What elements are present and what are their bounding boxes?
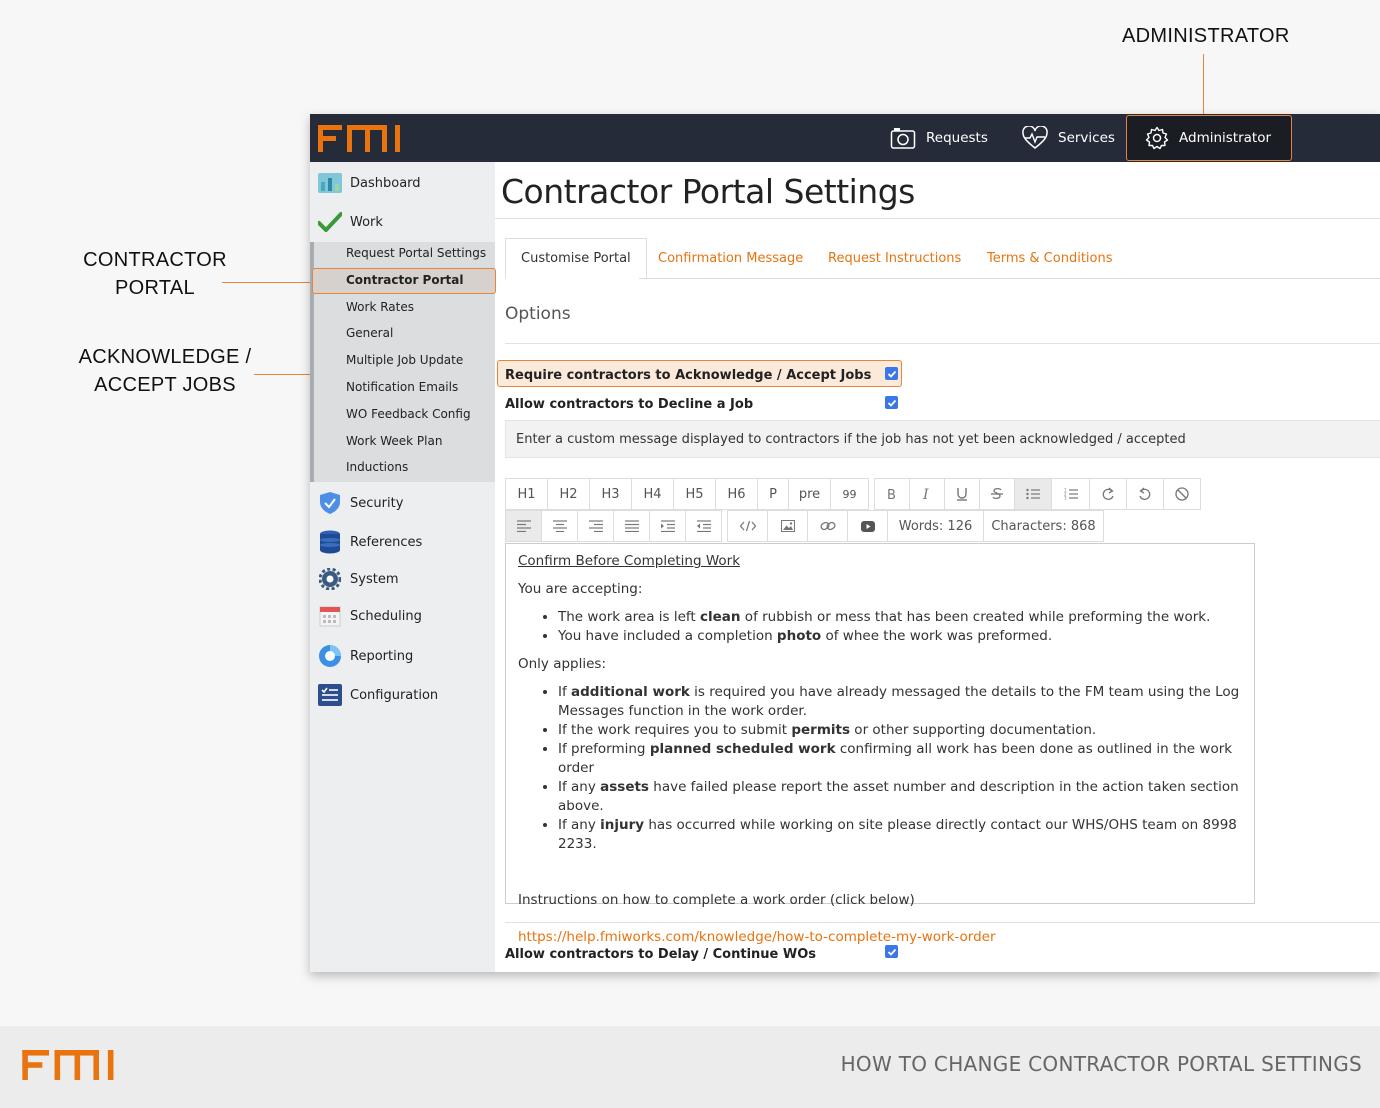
toolbar-pre-button[interactable]: pre [788, 478, 831, 510]
svg-text:2: 2 [1063, 491, 1067, 497]
editor-help-link[interactable]: https://help.fmiworks.com/knowledge/how-to-complete-my-work-order [518, 929, 996, 945]
callout-contractor-portal-line1: CONTRACTOR [83, 249, 227, 271]
sidebar-item-security-label: Security [350, 495, 404, 511]
ban-icon [1175, 487, 1189, 501]
strikethrough-icon [990, 487, 1004, 501]
submenu-general[interactable]: General [346, 326, 394, 340]
sidebar-item-configuration[interactable] [318, 683, 438, 707]
title-divider [495, 218, 1380, 219]
calendar-icon [319, 605, 341, 627]
toolbar-h6-button[interactable]: H6 [715, 478, 758, 510]
sidebar-item-reporting-label: Reporting [350, 648, 414, 664]
toolbar-redo-button[interactable] [1089, 478, 1127, 510]
gear-icon [1145, 126, 1169, 150]
toolbar-h5-button[interactable]: H5 [673, 478, 716, 510]
editor-accepting-text: You are accepting: [518, 581, 643, 597]
indent-icon [661, 520, 675, 532]
main-content [495, 162, 1380, 972]
svg-text:3: 3 [1063, 495, 1067, 500]
callout-acknowledge-line2: ACCEPT JOBS [94, 374, 236, 396]
toolbar-align-left-button[interactable] [505, 510, 542, 542]
toolbar-h2-button[interactable]: H2 [547, 478, 590, 510]
underline-icon [955, 487, 969, 501]
toolbar-numbered-list-button[interactable] [1051, 478, 1090, 510]
fmi-logo [318, 125, 402, 152]
callout-line-administrator [1203, 54, 1204, 115]
toolbar-align-center-button[interactable] [541, 510, 578, 542]
option-decline-label: Allow contractors to Decline a Job [505, 397, 754, 412]
camera-icon [890, 126, 916, 150]
callout-administrator: ADMINISTRATOR [1122, 25, 1290, 47]
check-icon [887, 369, 897, 379]
checklist-icon [318, 684, 342, 706]
toolbar-link-button[interactable] [807, 510, 848, 542]
options-divider [505, 343, 1380, 344]
tabs-divider [639, 278, 1380, 279]
sidebar [310, 162, 495, 972]
submenu-request-portal-settings[interactable]: Request Portal Settings [346, 246, 487, 260]
pie-chart-icon [318, 644, 342, 668]
sidebar-item-dashboard-label: Dashboard [350, 175, 421, 191]
options-heading: Options [505, 304, 571, 324]
callout-contractor-portal [60, 246, 250, 302]
nav-administrator[interactable] [1126, 115, 1292, 161]
list-item: • You have included a completion photo of whee the work was preformed. [558, 627, 1242, 646]
word-count: Words: 126 [887, 510, 984, 542]
toolbar-clear-format-button[interactable] [1163, 478, 1201, 510]
submenu-notification-emails[interactable]: Notification Emails [346, 380, 459, 394]
sidebar-item-configuration-label: Configuration [350, 687, 439, 703]
toolbar-bold-button[interactable] [874, 478, 910, 510]
checkmark-icon [318, 212, 342, 232]
sidebar-item-reporting[interactable] [318, 644, 413, 668]
align-right-icon [589, 520, 603, 532]
nav-requests-label: Requests [926, 130, 988, 146]
toolbar-video-button[interactable] [847, 510, 888, 542]
submenu-inductions[interactable]: Inductions [346, 460, 409, 474]
bullet-list-icon [1026, 488, 1040, 500]
sidebar-item-scheduling-label: Scheduling [350, 608, 422, 624]
tab-customise-portal[interactable]: Customise Portal [505, 238, 647, 279]
toolbar-code-button[interactable] [727, 510, 768, 542]
editor-heading: Confirm Before Completing Work [518, 553, 741, 569]
undo-icon [1138, 487, 1152, 501]
character-count: Characters: 868 [983, 510, 1104, 542]
align-left-icon [517, 520, 531, 532]
sidebar-item-system[interactable] [318, 567, 398, 591]
tab-confirmation-message[interactable]: Confirmation Message [658, 251, 804, 266]
heart-pulse-icon [1022, 126, 1048, 150]
top-navbar [310, 114, 1380, 162]
tab-request-instructions[interactable]: Request Instructions [828, 251, 962, 266]
callout-acknowledge [70, 343, 260, 399]
toolbar-h3-button[interactable]: H3 [589, 478, 632, 510]
nav-administrator-label: Administrator [1179, 130, 1272, 146]
toolbar-italic-button[interactable] [909, 478, 945, 510]
toolbar-strikethrough-button[interactable] [979, 478, 1015, 510]
redo-icon [1101, 487, 1115, 501]
toolbar-bullet-list-button[interactable] [1014, 478, 1052, 510]
editor-toolbar-row2 [505, 510, 1103, 542]
italic-icon [920, 487, 934, 501]
cog-icon [319, 568, 341, 590]
submenu-contractor-portal[interactable]: Contractor Portal [346, 273, 464, 287]
list-item: • If preforming planned scheduled work confirming all work has been done as outlined in the work order [558, 740, 1242, 778]
sidebar-item-scheduling[interactable] [318, 604, 422, 628]
footer-caption: HOW TO CHANGE CONTRACTOR PORTAL SETTINGS [840, 1052, 1362, 1076]
toolbar-justify-button[interactable] [613, 510, 650, 542]
sidebar-item-work[interactable] [318, 210, 383, 234]
list-item: • If the work requires you to submit permits or other supporting documentation. [558, 721, 1242, 740]
list-item: • If any injury has occurred while working on site please directly contact our WHS/OHS team on 8998 2233. [558, 816, 1242, 854]
applies-list [558, 683, 1242, 854]
svg-text:B: B [887, 488, 896, 501]
toolbar-underline-button[interactable] [944, 478, 980, 510]
rich-text-editor[interactable] [505, 543, 1255, 945]
editor-applies-text: Only applies: [518, 656, 607, 672]
numbered-list-icon [1064, 488, 1078, 500]
submenu-work-week-plan[interactable]: Work Week Plan [346, 434, 443, 448]
sidebar-item-references[interactable] [318, 530, 422, 554]
callout-line-contractor-portal [222, 282, 312, 283]
callout-contractor-portal-line2: PORTAL [115, 277, 195, 299]
code-icon [740, 520, 756, 532]
toolbar-align-right-button[interactable] [577, 510, 614, 542]
toolbar-image-button[interactable] [767, 510, 808, 542]
callout-acknowledge-line1: ACKNOWLEDGE / [78, 346, 252, 368]
align-justify-icon [625, 520, 639, 532]
sidebar-item-dashboard[interactable] [318, 171, 421, 195]
toolbar-indent-button[interactable] [649, 510, 686, 542]
app-window [310, 114, 1380, 972]
page-title: Contractor Portal Settings [501, 172, 915, 211]
toolbar-h4-button[interactable]: H4 [631, 478, 674, 510]
tab-terms-conditions[interactable]: Terms & Conditions [987, 251, 1113, 266]
image-icon [781, 520, 795, 532]
svg-text:1: 1 [1063, 488, 1067, 493]
bottom-divider [505, 922, 1380, 923]
check-icon [887, 947, 897, 957]
submenu-wo-feedback-config[interactable]: WO Feedback Config [346, 407, 471, 421]
toolbar-p-button[interactable]: P [757, 478, 789, 510]
sidebar-item-work-label: Work [350, 214, 383, 230]
option-acknowledge-label: Require contractors to Acknowledge / Accept Jobs [505, 368, 872, 383]
footer-fmi-logo [22, 1050, 116, 1080]
editor-instructions-text: Instructions on how to complete a work order (click below) [518, 892, 915, 908]
check-icon [887, 398, 897, 408]
bold-icon [885, 487, 899, 501]
sidebar-item-system-label: System [350, 571, 399, 587]
list-item: • The work area is left clean of rubbish or mess that has been created while preforming the work. [558, 608, 1242, 627]
svg-text:I: I [923, 487, 929, 501]
option-delay-checkbox[interactable] [885, 945, 898, 958]
align-center-icon [553, 520, 567, 532]
link-icon [820, 520, 836, 532]
database-icon [319, 530, 341, 554]
sidebar-item-security[interactable] [318, 491, 403, 515]
list-item: • If additional work is required you have already messaged the details to the FM team using the Log Messages function in the work order. [558, 683, 1242, 721]
toolbar-outdent-button[interactable] [685, 510, 722, 542]
submenu-work-rates[interactable]: Work Rates [346, 300, 414, 314]
dashboard-icon [318, 173, 342, 193]
video-icon [861, 521, 875, 532]
nav-services-label: Services [1058, 130, 1115, 146]
outdent-icon [697, 520, 711, 532]
option-decline-checkbox[interactable] [885, 396, 898, 409]
toolbar-quote-button[interactable]: 99 [830, 478, 869, 510]
custom-message-description: Enter a custom message displayed to contractors if the job has not yet been acknowledged / accepted [505, 420, 1380, 458]
nav-requests[interactable] [890, 114, 988, 162]
list-item: • If any assets have failed please report the asset number and description in the action taken section above. [558, 778, 1242, 816]
toolbar-h1-button[interactable]: H1 [505, 478, 548, 510]
accepting-list [558, 608, 1242, 646]
shield-icon [319, 491, 341, 515]
sidebar-item-references-label: References [350, 534, 423, 550]
option-acknowledge-checkbox[interactable] [885, 367, 898, 380]
submenu-multiple-job-update[interactable]: Multiple Job Update [346, 353, 464, 367]
toolbar-undo-button[interactable] [1126, 478, 1164, 510]
option-delay-label: Allow contractors to Delay / Continue WOs [505, 947, 817, 962]
editor-toolbar-row1 [505, 478, 1200, 510]
nav-services[interactable] [1022, 114, 1115, 162]
